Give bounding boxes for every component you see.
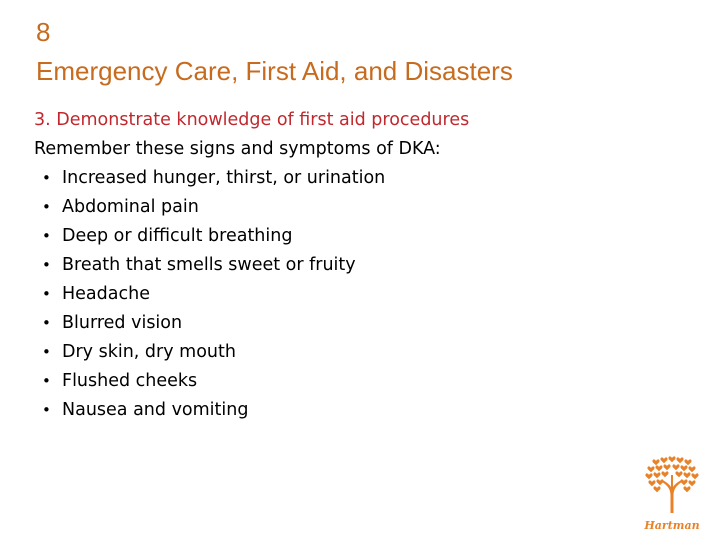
list-item xyxy=(34,367,674,396)
list-item-text: Deep or difficult breathing xyxy=(62,226,293,246)
list-item-text: Headache xyxy=(62,284,150,304)
list-item-text: Dry skin, dry mouth xyxy=(62,342,236,362)
logo-wordmark: Hartman xyxy=(644,519,700,532)
symptom-list xyxy=(34,164,674,425)
list-item-text: Flushed cheeks xyxy=(62,371,198,391)
intro-text: Remember these signs and symptoms of DKA: xyxy=(34,139,441,159)
learning-objective: 3. Demonstrate knowledge of first aid procedures xyxy=(34,110,470,130)
list-item-text: Nausea and vomiting xyxy=(62,400,249,420)
list-item xyxy=(34,338,674,367)
list-item xyxy=(34,164,674,193)
bullet-icon: • xyxy=(42,314,51,332)
bullet-icon: • xyxy=(42,169,51,187)
list-item-text: Increased hunger, thirst, or urination xyxy=(62,168,386,188)
heart-tree-logo-icon xyxy=(640,455,704,533)
bullet-icon: • xyxy=(42,285,51,303)
bullet-icon: • xyxy=(42,401,51,419)
chapter-number: 8 xyxy=(36,17,51,47)
bullet-icon: • xyxy=(42,256,51,274)
list-item xyxy=(34,309,674,338)
slide-content xyxy=(34,106,674,425)
bullet-icon: • xyxy=(42,227,51,245)
list-item-text: Blurred vision xyxy=(62,313,183,333)
list-item xyxy=(34,396,674,425)
chapter-title: Emergency Care, First Aid, and Disasters xyxy=(36,56,513,86)
hartman-logo xyxy=(640,455,704,533)
bullet-icon: • xyxy=(42,198,51,216)
bullet-icon: • xyxy=(42,372,51,390)
list-item-text: Abdominal pain xyxy=(62,197,199,217)
list-item xyxy=(34,193,674,222)
list-item xyxy=(34,280,674,309)
list-item xyxy=(34,251,674,280)
bullet-icon: • xyxy=(42,343,51,361)
list-item-text: Breath that smells sweet or fruity xyxy=(62,255,356,275)
list-item xyxy=(34,222,674,251)
